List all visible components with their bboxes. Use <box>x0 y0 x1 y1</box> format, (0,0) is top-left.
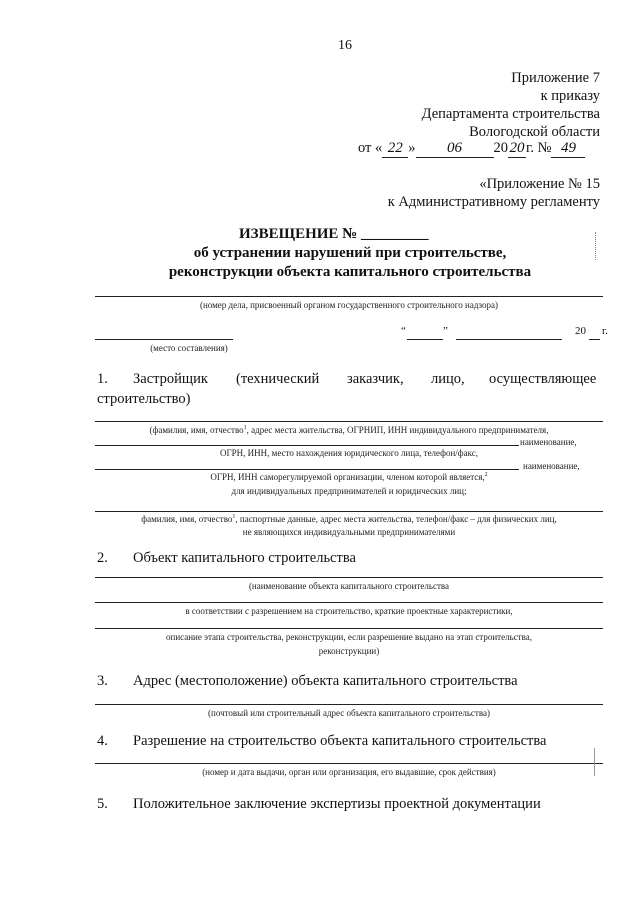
section2-title: Объект капитального строительства <box>133 550 356 566</box>
footnote-2: 2 <box>484 472 488 478</box>
appendix7-line2: к приказу <box>540 88 600 104</box>
footnote-1: 1 <box>243 425 247 431</box>
section2-number: 2. <box>97 550 108 566</box>
physical-caption-1b: , паспортные данные, адрес места жительства, телефон/факс – для физических лиц, <box>235 514 557 524</box>
developer-caption-6: для индивидуальных предпринимателей и юридических лиц; <box>231 486 467 496</box>
section1-word5: осуществляющее <box>489 371 597 387</box>
section1-word1: Застройщик <box>133 371 208 387</box>
developer-caption-2: наименование, <box>520 437 577 447</box>
appendix7-line1: Приложение 7 <box>511 70 600 86</box>
object-caption-4: реконструкции) <box>318 646 380 656</box>
address-caption: (почтовый или строительный адрес объекта капитального строительства) <box>208 708 490 718</box>
date-year-label: 20 <box>575 325 586 337</box>
place-line <box>95 339 233 340</box>
developer-caption-1a: (фамилия, имя, отчество <box>149 425 244 435</box>
developer-line-2 <box>95 445 519 446</box>
developer-caption-1b: , адрес места жительства, ОГРНИП, ИНН индивидуального предпринимателя, <box>246 425 549 435</box>
number-prefix: г. № <box>526 140 552 156</box>
section3-number: 3. <box>97 673 108 689</box>
object-line-3 <box>95 628 603 629</box>
developer-caption-4: наименование, <box>523 461 580 471</box>
developer-line-3 <box>95 469 519 470</box>
physical-caption-1a: фамилия, имя, отчество <box>141 514 233 524</box>
appendix15-line2: к Административному регламенту <box>387 194 600 210</box>
section4-number: 4. <box>97 733 108 749</box>
section3-title: Адрес (местоположение) объекта капитального строительства <box>133 673 518 689</box>
developer-caption-5 <box>95 472 603 482</box>
developer-caption-1 <box>95 425 603 435</box>
order-number: 49 <box>551 140 585 158</box>
section4-title: Разрешение на строительство объекта капитального строительства <box>133 733 547 749</box>
date-day-line <box>407 339 443 340</box>
physical-caption-1 <box>95 514 603 524</box>
page-number: 16 <box>338 38 352 53</box>
case-number-line <box>95 296 603 297</box>
date-year-prefix: 20 <box>493 140 509 156</box>
permit-line <box>95 763 603 764</box>
address-line <box>95 704 603 705</box>
date-prefix: от « <box>358 140 383 156</box>
notice-title: ИЗВЕЩЕНИЕ № _________ <box>239 226 429 242</box>
appendix7-line3: Департамента строительства <box>421 106 600 122</box>
margin-mark <box>595 232 596 260</box>
object-line-2 <box>95 602 603 603</box>
date-month: 06 <box>416 140 494 158</box>
object-caption-3: описание этапа строительства, реконструкции, если разрешение выдано на этап строительства, <box>166 632 532 642</box>
physical-person-line <box>95 511 603 512</box>
physical-caption-2: не являющихся индивидуальными предпринимателями <box>242 527 456 537</box>
date-open-quote: “ <box>401 325 406 337</box>
date-year: 20 <box>509 140 525 156</box>
section1-number: 1. <box>97 371 108 387</box>
section5-title: Положительное заключение экспертизы проектной документации <box>133 796 541 812</box>
date-year-line <box>589 339 600 340</box>
section1-word2: (технический <box>236 371 320 387</box>
developer-line-1 <box>95 421 603 422</box>
date-month-line <box>456 339 562 340</box>
place-caption: (место составления) <box>150 343 228 353</box>
case-number-caption: (номер дела, присвоенный органом государственного строительного надзора) <box>199 300 499 310</box>
permit-caption: (номер и дата выдачи, орган или организация, его выдавшие, срок действия) <box>202 767 496 777</box>
object-caption-1: (наименование объекта капитального строительства <box>248 581 450 591</box>
appendix7-date-line <box>358 140 585 158</box>
notice-subtitle-1: об устранении нарушений при строительстве, <box>193 245 507 261</box>
appendix15-line1: «Приложение № 15 <box>479 176 600 192</box>
section1-word4: лицо, <box>431 371 465 387</box>
date-mid: » <box>408 140 416 156</box>
appendix7-line4: Вологодской области <box>469 124 600 140</box>
section5-number: 5. <box>97 796 108 812</box>
margin-mark-2 <box>594 748 595 776</box>
developer-caption-3: ОГРН, ИНН, место нахождения юридического лица, телефон/факс, <box>219 448 479 458</box>
notice-subtitle-2: реконструкции объекта капитального строительства <box>168 264 532 280</box>
date-day: 22 <box>382 140 408 158</box>
object-caption-2: в соответствии с разрешением на строительство, краткие проектные характеристики, <box>185 606 513 616</box>
object-line-1 <box>95 577 603 578</box>
date-g-label: г. <box>602 325 609 337</box>
section1-line2: строительство) <box>97 391 191 407</box>
footnote-1b: 1 <box>232 514 236 520</box>
section1-word3: заказчик, <box>347 371 404 387</box>
developer-caption-5a: ОГРН, ИНН саморегулируемой организации, членом которой является, <box>210 472 485 482</box>
date-close-quote: ” <box>443 325 448 337</box>
